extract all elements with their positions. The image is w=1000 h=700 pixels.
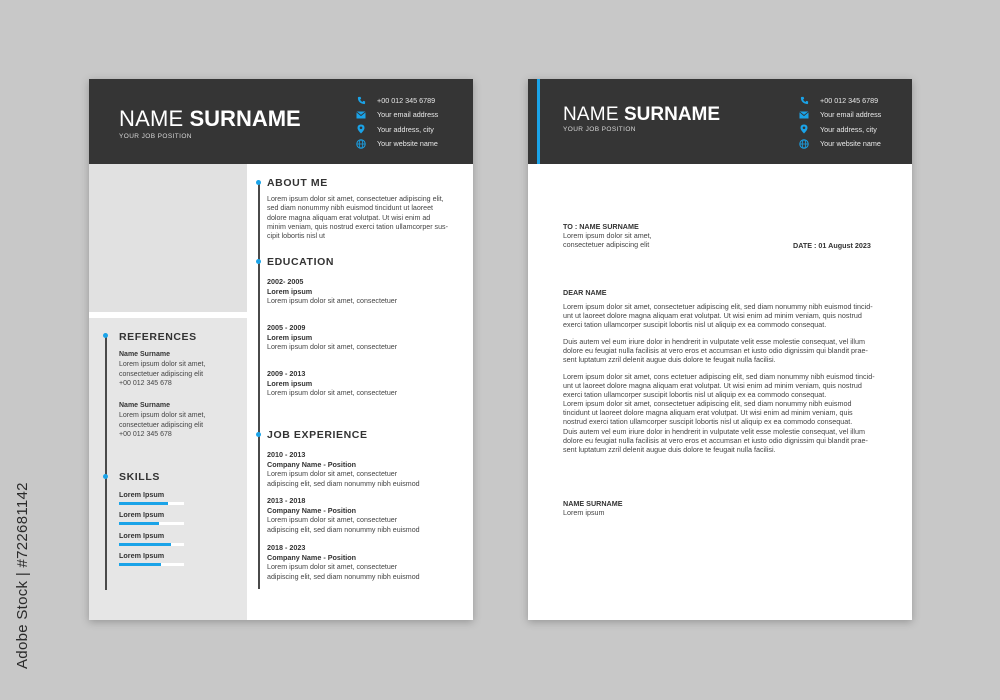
letter-page	[528, 79, 912, 620]
education-item	[267, 322, 457, 353]
reference-line: consectetuer adipiscing elit	[119, 421, 204, 429]
skill-bar	[119, 522, 184, 525]
contact-email-text: Your email address	[377, 110, 439, 120]
contact-list	[356, 93, 473, 151]
experience-item	[267, 542, 457, 582]
contact-list	[799, 93, 912, 151]
paragraph-line: Lorem ipsum dolor sit amet, consectetuer adipiscing elit, sed diam nonummy nibh euismod tincid-	[563, 302, 873, 311]
about-dot	[256, 180, 261, 185]
skill-bar-fill	[119, 543, 171, 546]
resume-header	[89, 79, 473, 164]
about-text	[267, 195, 467, 241]
experience-dot	[256, 432, 261, 437]
paragraph-line: exerci tation ullamcorper suscipit lobortis nisl ut aliquip ex ea commodo consequat.	[563, 320, 827, 330]
paragraph-line: Lorem ipsum dolor sit amet, cons ectetuer adipiscing elit, sed diam nonummy nibh euismod tincid-	[563, 372, 875, 381]
photo-divider	[89, 312, 247, 318]
about-title: ABOUT ME	[267, 177, 328, 189]
reference-line: consectetuer adipiscing elit	[119, 370, 204, 378]
skill-bar-fill	[119, 502, 168, 505]
education-item	[267, 276, 457, 307]
reference-item	[119, 350, 239, 389]
references-title: REFERENCES	[119, 331, 197, 343]
globe-icon	[356, 139, 366, 149]
skill-item	[119, 531, 189, 546]
paragraph-line: dolore eu feugiat nulla facilisis at vero eros et accumsan et iusto odio dignissim qui blandit prae-	[563, 435, 868, 445]
contact-phone	[799, 93, 912, 108]
skill-item	[119, 510, 189, 525]
letter-paragraph	[563, 372, 883, 454]
recipient-address: Lorem ipsum dolor sit amet,	[563, 231, 652, 241]
education-date: 2009 - 2013	[267, 369, 306, 378]
reference-name: Name Surname	[119, 402, 170, 409]
location-icon	[356, 124, 366, 134]
skill-name: Lorem Ipsum	[119, 490, 165, 499]
name-first: NAME	[119, 106, 184, 131]
contact-phone	[356, 93, 473, 108]
contact-phone-text: +00 012 345 6789	[377, 95, 436, 105]
letter-paragraph	[563, 337, 883, 364]
signature-title: Lorem ipsum	[563, 508, 605, 518]
sidebar-timeline-line	[105, 335, 107, 590]
about-line: sed diam nonummy nibh euismod tincidunt ut laoreet	[267, 204, 434, 213]
name-first: NAME	[563, 104, 619, 125]
contact-email	[356, 108, 473, 123]
contact-phone-text: +00 012 345 6789	[820, 95, 879, 105]
experience-date: 2018 - 2023	[267, 543, 306, 552]
salutation: DEAR NAME	[563, 288, 607, 297]
job-position: YOUR JOB POSITION	[119, 133, 192, 140]
location-icon	[799, 124, 809, 134]
paragraph-line: unt ut laoreet dolore magna aliquam erat volutpat. Ut wisi enim ad minim veniam, quis nostrud	[563, 311, 862, 321]
skills-title: SKILLS	[119, 471, 160, 483]
recipient-address: consectetuer adipiscing elit	[563, 240, 650, 250]
recipient-block	[563, 222, 713, 249]
skill-name: Lorem Ipsum	[119, 531, 165, 540]
photo-placeholder	[89, 164, 247, 312]
globe-icon	[799, 139, 809, 149]
name-last: SURNAME	[623, 104, 721, 125]
contact-website	[356, 137, 473, 152]
experience-role: Company Name - Position	[267, 553, 357, 562]
experience-date: 2010 - 2013	[267, 450, 306, 459]
paragraph-line: nostrud exerci tation ullamcorper suscipit lobortis nisl ut aliquip ex ea commodo consequat.	[563, 417, 853, 427]
reference-item	[119, 401, 239, 440]
letter-date: DATE : 01 August 2023	[793, 241, 871, 250]
experience-desc: adipiscing elit, sed diam nonummy nibh euismod	[267, 572, 420, 581]
main-timeline-line	[258, 183, 260, 589]
experience-role: Company Name - Position	[267, 460, 357, 469]
about-line: cipit lobortis nisl ut	[267, 232, 325, 241]
skill-name: Lorem Ipsum	[119, 510, 165, 519]
resume-page	[89, 79, 473, 620]
reference-line: Lorem ipsum dolor sit amet,	[119, 412, 206, 419]
phone-icon	[356, 95, 366, 105]
contact-email	[799, 108, 912, 123]
contact-website-text: Your website name	[820, 139, 881, 149]
paragraph-line: tincidunt ut laoreet dolore magna aliquam erat volutpat. Ut wisi enim ad minim veniam, quis	[563, 408, 853, 418]
experience-item	[267, 449, 457, 489]
job-position: YOUR JOB POSITION	[563, 126, 636, 133]
paragraph-line: unt ut laoreet dolore magna aliquam erat volutpat. Ut wisi enim ad minim veniam, quis nostrud	[563, 381, 862, 391]
letter-paragraph	[563, 302, 883, 329]
paragraph-line: Duis autem vel eum iriure dolor in hendrerit in vulputate velit esse molestie consequat, vel illum	[563, 337, 866, 346]
signature-name: NAME SURNAME	[563, 499, 623, 508]
skill-item	[119, 551, 189, 566]
contact-address-text: Your address, city	[377, 124, 434, 134]
signature-block	[563, 499, 713, 517]
stock-id-label: Adobe Stock | #722681142	[14, 482, 31, 670]
reference-phone: +00 012 345 678	[119, 380, 172, 387]
resume-name	[119, 106, 301, 132]
letter-header	[528, 79, 912, 164]
email-icon	[356, 110, 366, 120]
education-desc: Lorem ipsum dolor sit amet, consectetuer	[267, 343, 398, 351]
education-title: Lorem ipsum	[267, 379, 313, 388]
reference-phone: +00 012 345 678	[119, 431, 172, 438]
experience-desc: Lorem ipsum dolor sit amet, consectetuer	[267, 516, 398, 524]
email-icon	[799, 110, 809, 120]
skills-dot	[103, 474, 108, 479]
skill-bar	[119, 502, 184, 505]
skill-bar-fill	[119, 563, 161, 566]
contact-address	[799, 122, 912, 137]
recipient-name: TO : NAME SURNAME	[563, 222, 639, 231]
reference-line: Lorem ipsum dolor sit amet,	[119, 361, 206, 368]
paragraph-line: dolore eu feugiat nulla facilisis at vero eros et accumsan et iusto odio dignissim qui blandit prae-	[563, 346, 868, 356]
reference-name: Name Surname	[119, 351, 170, 358]
experience-role: Company Name - Position	[267, 506, 357, 515]
contact-email-text: Your email address	[820, 110, 882, 120]
header-accent-bar	[537, 79, 540, 164]
education-dot	[256, 259, 261, 264]
experience-date: 2013 - 2018	[267, 496, 306, 505]
education-desc: Lorem ipsum dolor sit amet, consectetuer	[267, 389, 398, 397]
contact-website	[799, 137, 912, 152]
education-desc: Lorem ipsum dolor sit amet, consectetuer	[267, 297, 398, 305]
paragraph-line: exerci tation ullamcorper suscipit lobortis nisl ut aliquip ex ea commodo consequat.	[563, 390, 827, 400]
name-last: SURNAME	[189, 106, 301, 131]
experience-title: JOB EXPERIENCE	[267, 429, 368, 441]
skill-item	[119, 490, 189, 505]
phone-icon	[799, 95, 809, 105]
education-date: 2005 - 2009	[267, 323, 306, 332]
letter-name	[563, 104, 720, 126]
skill-bar	[119, 563, 184, 566]
experience-desc: adipiscing elit, sed diam nonummy nibh euismod	[267, 479, 420, 488]
paragraph-line: sent luptatum zzril delenit augue duis dolore te feugait nulla facilisi.	[563, 355, 776, 365]
education-title: EDUCATION	[267, 256, 335, 268]
about-line: dolore magna aliquam erat volutpat. Ut wisi enim ad	[267, 213, 431, 222]
education-title: Lorem ipsum	[267, 333, 313, 342]
skill-name: Lorem Ipsum	[119, 551, 165, 560]
experience-desc: Lorem ipsum dolor sit amet, consectetuer	[267, 563, 398, 571]
contact-website-text: Your website name	[377, 139, 438, 149]
skill-bar-fill	[119, 522, 159, 525]
experience-desc: adipiscing elit, sed diam nonummy nibh euismod	[267, 525, 420, 534]
paragraph-line: Lorem ipsum dolor sit amet, consectetuer adipiscing elit, sed diam nonummy nibh euismod	[563, 399, 852, 409]
education-date: 2002- 2005	[267, 277, 304, 286]
experience-item	[267, 495, 457, 535]
paragraph-line: sent luptatum zzril delenit augue duis dolore te feugait nulla facilisi.	[563, 444, 776, 454]
about-line: Lorem ipsum dolor sit amet, consectetuer adipiscing elit,	[267, 195, 444, 203]
about-line: minim veniam, quis nostrud exerci tation ullamcorper sus-	[267, 222, 448, 231]
paragraph-line: Duis autem vel eum iriure dolor in hendrerit in vulputate velit esse molestie consequat, vel illum	[563, 426, 866, 436]
contact-address	[356, 122, 473, 137]
education-item	[267, 368, 457, 399]
education-title: Lorem ipsum	[267, 287, 313, 296]
skill-bar	[119, 543, 184, 546]
contact-address-text: Your address, city	[820, 124, 877, 134]
experience-desc: Lorem ipsum dolor sit amet, consectetuer	[267, 470, 398, 478]
references-dot	[103, 333, 108, 338]
